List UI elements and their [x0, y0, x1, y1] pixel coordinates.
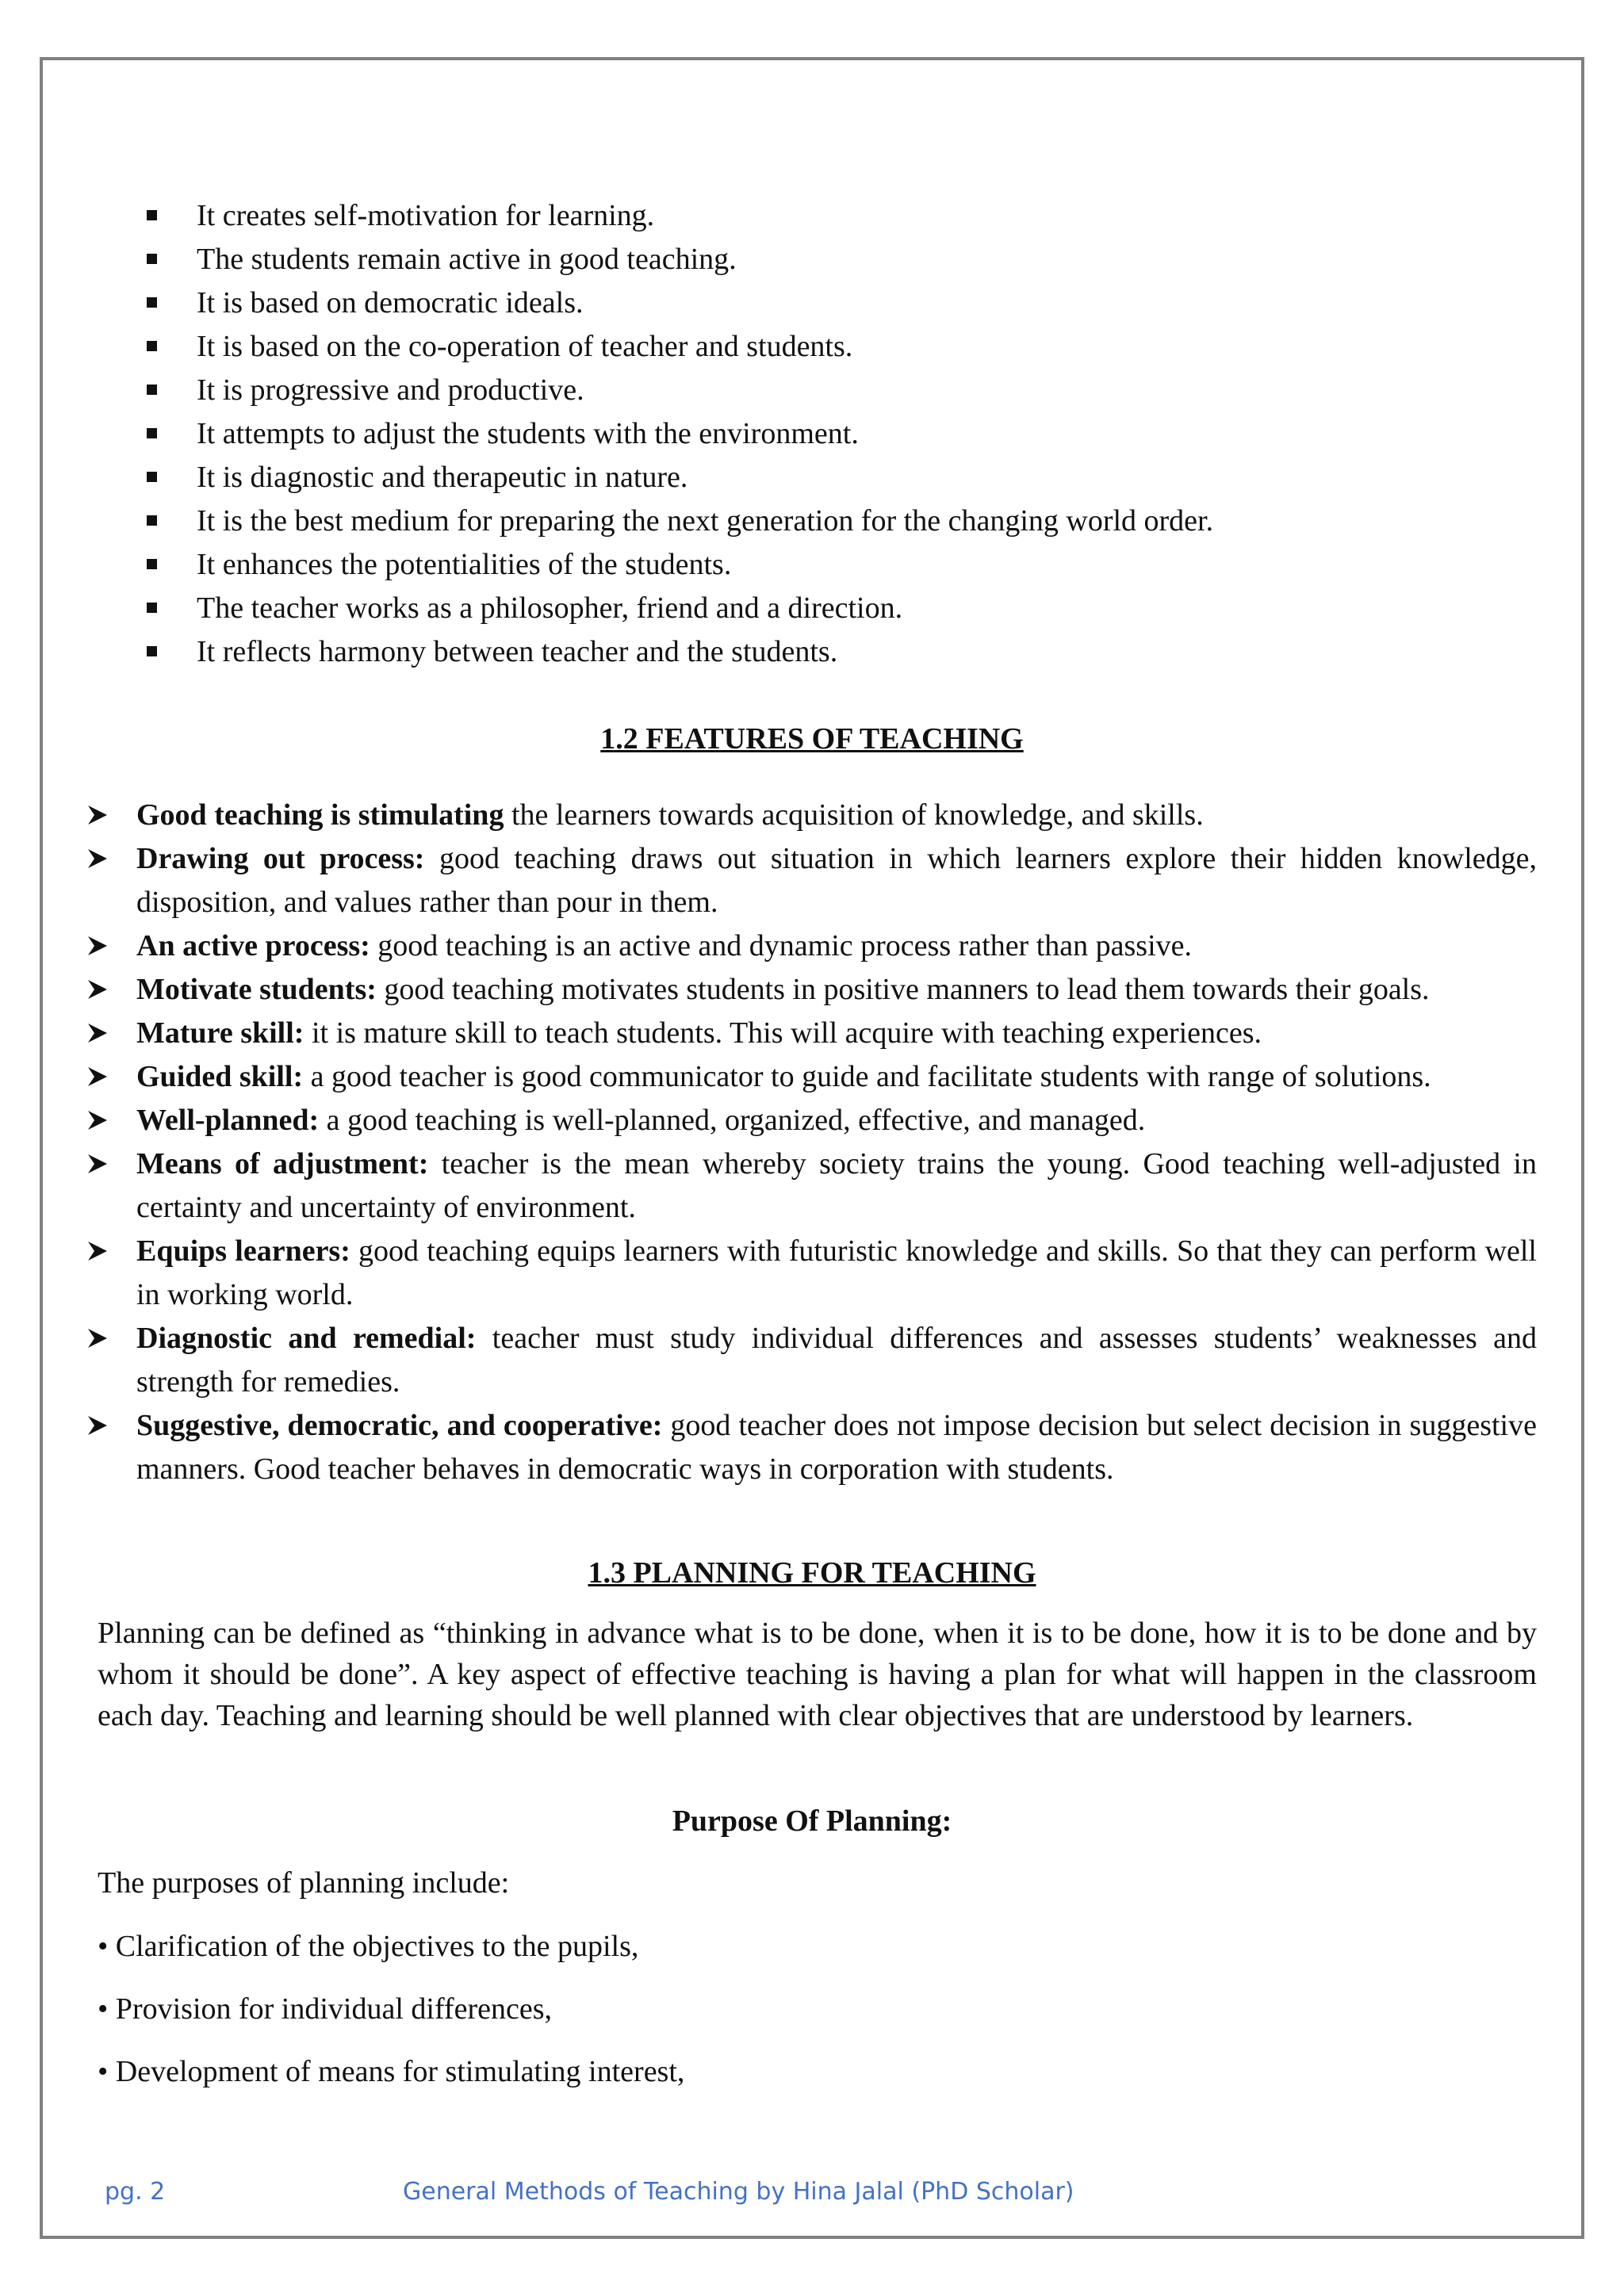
arrow-bullet-icon	[86, 1108, 109, 1132]
arrow-bullet-icon	[86, 1239, 109, 1263]
list-item: It is progressive and productive.	[144, 369, 1532, 412]
arrow-bullet-icon	[86, 803, 109, 827]
list-item: It is the best medium for preparing the next generation for the changing world order.	[144, 499, 1532, 543]
square-bullet-icon	[147, 603, 157, 613]
list-item: It creates self-motivation for learning.	[144, 194, 1532, 238]
feature-item: Drawing out process: good teaching draws out situation in which learners explore their hidden knowledge, disposition, and values rather than pour in them.	[86, 837, 1537, 924]
list-item: It attempts to adjust the students with the environment.	[144, 412, 1532, 456]
features-list	[86, 794, 1537, 1491]
arrow-bullet-icon	[86, 1021, 109, 1045]
purpose-item: • Clarification of the objectives to the pupils,	[98, 1930, 639, 1963]
square-bullet-icon	[147, 254, 157, 264]
square-bullet-icon	[147, 559, 157, 569]
feature-item: Means of adjustment: teacher is the mean whereby society trains the young. Good teaching well-adjusted in certainty and uncertainty of environment.	[86, 1142, 1537, 1230]
square-bullet-icon	[147, 472, 157, 482]
arrow-bullet-icon	[86, 1065, 109, 1089]
feature-item: Motivate students: good teaching motivates students in positive manners to lead them towards their goals.	[86, 968, 1537, 1012]
square-bullet-icon	[147, 341, 157, 351]
purpose-item: • Provision for individual differences,	[98, 1992, 552, 2026]
features-heading: 1.2 FEATURES OF TEACHING	[600, 722, 1024, 756]
arrow-bullet-icon	[86, 978, 109, 1001]
feature-item: Suggestive, democratic, and cooperative: good teacher does not impose decision but select decision in suggestive manners. Good teacher behaves in democratic ways in corporation with students.	[86, 1404, 1537, 1491]
feature-item: An active process: good teaching is an active and dynamic process rather than passive.	[86, 924, 1537, 968]
arrow-bullet-icon	[86, 1414, 109, 1437]
list-item: The teacher works as a philosopher, friend and a direction.	[144, 587, 1532, 630]
arrow-bullet-icon	[86, 847, 109, 871]
list-item: It is based on democratic ideals.	[144, 281, 1532, 325]
square-bullet-icon	[147, 515, 157, 526]
feature-item: Good teaching is stimulating the learners towards acquisition of knowledge, and skills.	[86, 794, 1537, 837]
feature-item: Well-planned: a good teaching is well-planned, organized, effective, and managed.	[86, 1099, 1537, 1142]
feature-item: Diagnostic and remedial: teacher must study individual differences and assesses students’ weaknesses and strength for remedies.	[86, 1317, 1537, 1404]
footer-page-number: pg. 2	[105, 2178, 166, 2206]
feature-item: Equips learners: good teaching equips learners with futuristic knowledge and skills. So that they can perform well in working world.	[86, 1230, 1537, 1317]
square-bullet-icon	[147, 646, 157, 656]
purposes-intro: The purposes of planning include:	[98, 1866, 510, 1900]
list-item: It reflects harmony between teacher and the students.	[144, 630, 1532, 674]
feature-item: Mature skill: it is mature skill to teach students. This will acquire with teaching experiences.	[86, 1012, 1537, 1055]
arrow-bullet-icon	[86, 1326, 109, 1350]
purpose-subheading: Purpose Of Planning:	[672, 1804, 952, 1838]
arrow-bullet-icon	[86, 1152, 109, 1176]
square-bullet-icon	[147, 385, 157, 395]
square-bullet-icon	[147, 210, 157, 220]
planning-paragraph: Planning can be defined as “thinking in advance what is to be done, when it is to be done, how it is to be done and by whom it should be done”. A key aspect of effective teaching is having a plan for what will happen in the classroom each day. Teaching and learning should be well planned with clear objectives that are understood by learners.	[98, 1617, 1537, 1732]
list-item: It enhances the potentialities of the students.	[144, 543, 1532, 587]
footer-title: General Methods of Teaching by Hina Jalal (PhD Scholar)	[403, 2178, 1074, 2206]
arrow-bullet-icon	[86, 934, 109, 958]
purpose-item: • Development of means for stimulating interest,	[98, 2055, 685, 2088]
square-bullet-icon	[147, 428, 157, 438]
list-item: The students remain active in good teaching.	[144, 238, 1532, 281]
planning-heading: 1.3 PLANNING FOR TEACHING	[588, 1556, 1036, 1590]
list-item: It is diagnostic and therapeutic in nature.	[144, 456, 1532, 499]
list-item: It is based on the co-operation of teacher and students.	[144, 325, 1532, 369]
intro-bullet-list	[144, 194, 1532, 674]
feature-item: Guided skill: a good teacher is good communicator to guide and facilitate students with range of solutions.	[86, 1055, 1537, 1099]
square-bullet-icon	[147, 297, 157, 308]
